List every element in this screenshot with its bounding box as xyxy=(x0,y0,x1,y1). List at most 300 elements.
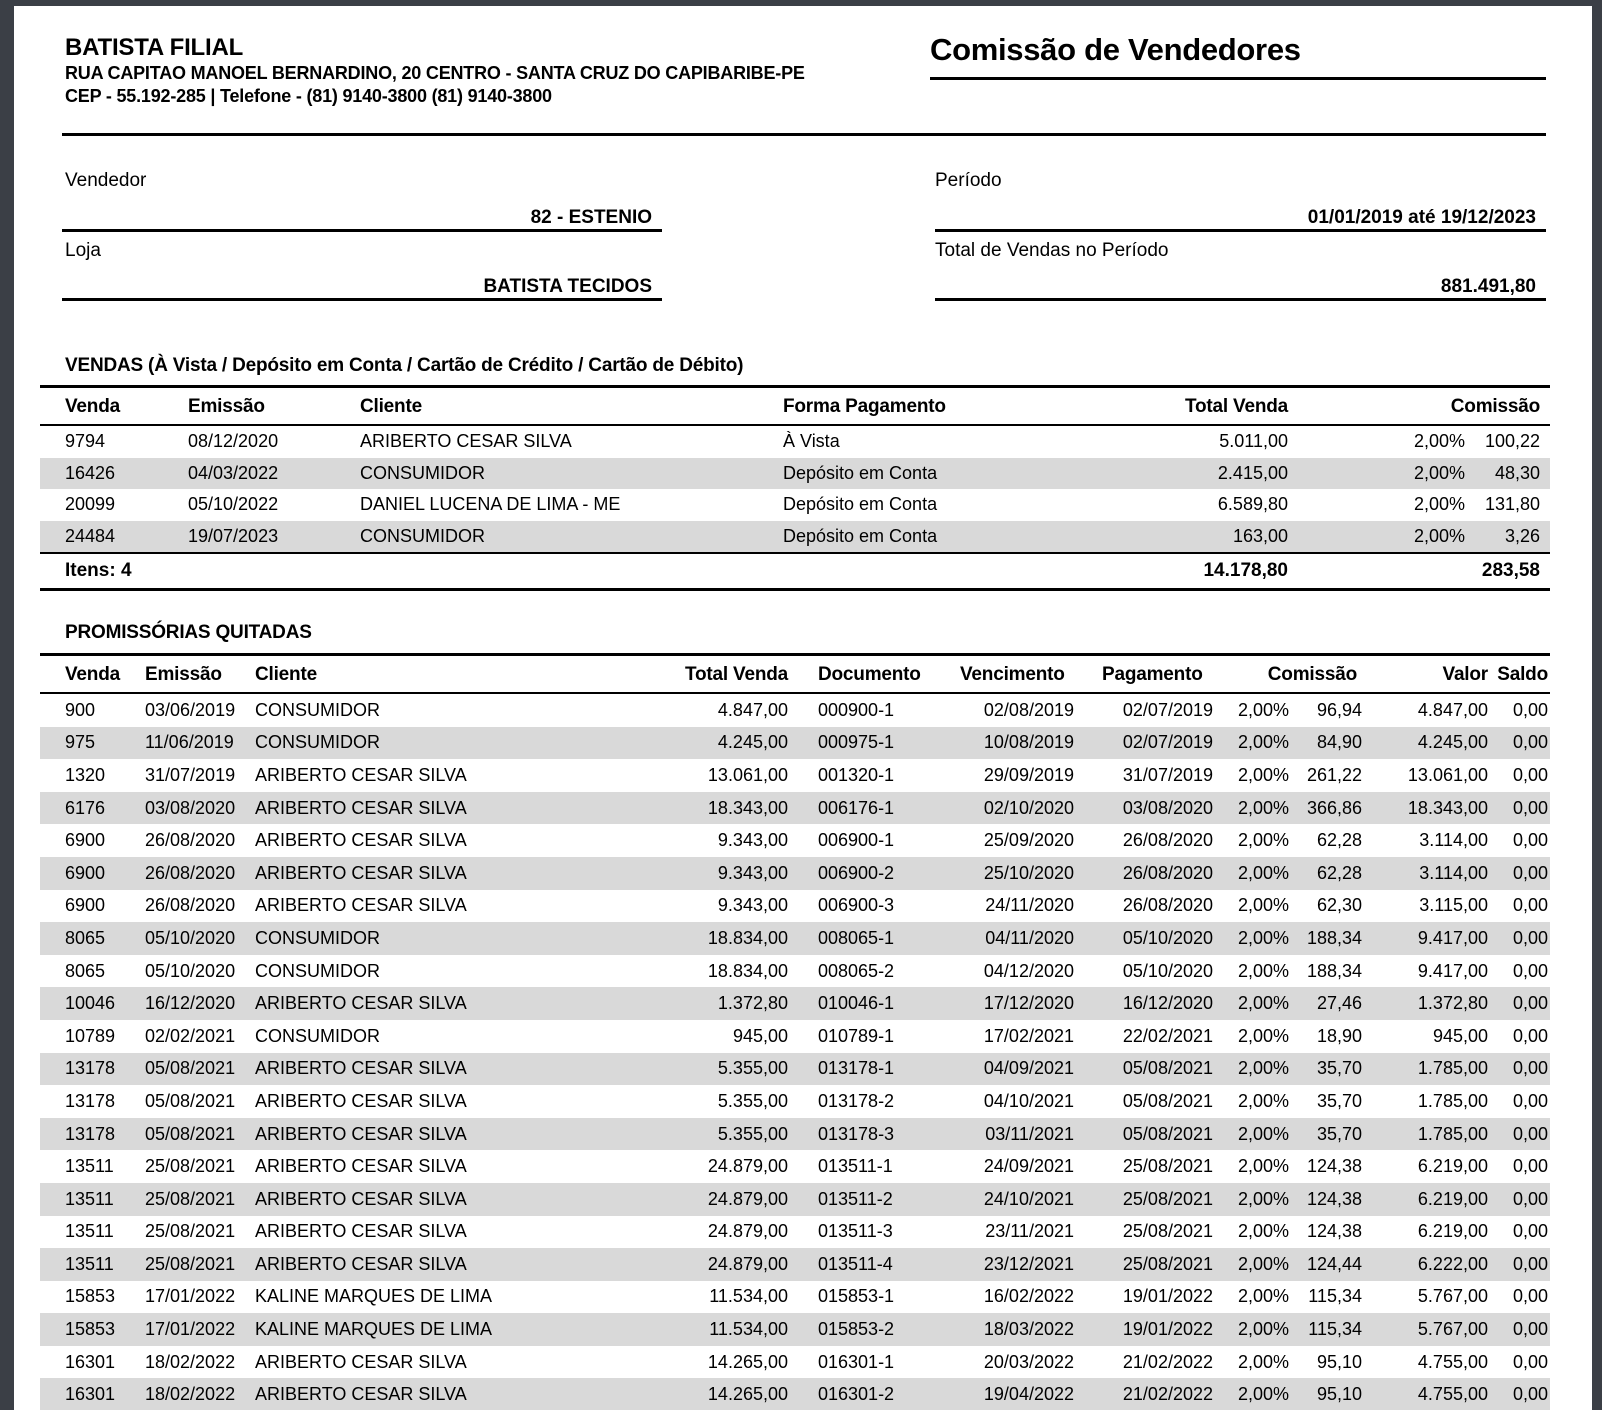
table-cell: 11.534,00 xyxy=(709,1319,788,1340)
table-cell: 2,00% xyxy=(1237,830,1289,851)
table-cell: 13178 xyxy=(65,1058,116,1079)
table-cell: 900 xyxy=(65,699,96,720)
table-cell: 21/02/2022 xyxy=(1122,1351,1213,1372)
table-row xyxy=(40,425,1550,458)
table-cell: 124,38 xyxy=(1306,1156,1362,1177)
table-cell: 0,00 xyxy=(1512,1025,1548,1046)
table-cell: KALINE MARQUES DE LIMA xyxy=(255,1286,493,1307)
table-cell: 2,00% xyxy=(1237,1025,1289,1046)
table-cell: 25/08/2021 xyxy=(145,1253,236,1274)
table-cell: CONSUMIDOR xyxy=(255,927,380,948)
table-cell: 25/08/2021 xyxy=(1122,1221,1213,1242)
col-header-total-venda: Total Venda xyxy=(645,655,790,694)
table-cell: 25/08/2021 xyxy=(1122,1253,1213,1274)
table-cell: 15853 xyxy=(65,1286,116,1307)
table-cell: 1.372,80 xyxy=(1417,993,1488,1014)
table-cell: ARIBERTO CESAR SILVA xyxy=(255,830,467,851)
table-cell: 16426 xyxy=(65,462,116,483)
table-cell: 24.879,00 xyxy=(707,1156,788,1177)
col-header-saldo: Saldo xyxy=(1490,655,1550,694)
col-header-emissao: Emissão xyxy=(180,387,345,426)
table-cell: 0,00 xyxy=(1512,1123,1548,1144)
table-cell: 96,94 xyxy=(1316,699,1362,720)
table-cell: 2,00% xyxy=(1237,764,1289,785)
table-cell: 05/08/2021 xyxy=(1122,1123,1213,1144)
table-cell: 0,00 xyxy=(1512,732,1548,753)
table-cell: 1.372,80 xyxy=(717,993,788,1014)
vendas-total-venda-sum: 14.178,80 xyxy=(1080,553,1290,590)
table-cell: 25/08/2021 xyxy=(145,1188,236,1209)
table-cell: 5.355,00 xyxy=(717,1123,788,1144)
table-cell: ARIBERTO CESAR SILVA xyxy=(255,1058,467,1079)
table-row xyxy=(40,1183,1550,1216)
table-cell: 6.589,80 xyxy=(1217,494,1288,515)
table-cell: 013178-1 xyxy=(818,1058,895,1079)
table-cell: 124,38 xyxy=(1306,1188,1362,1209)
table-row xyxy=(40,792,1550,825)
table-cell: 2,00% xyxy=(1237,1188,1289,1209)
table-row xyxy=(40,955,1550,988)
table-cell: 6.219,00 xyxy=(1417,1221,1488,1242)
table-row xyxy=(40,824,1550,857)
table-cell: 05/10/2020 xyxy=(1122,960,1213,981)
table-cell: 08/12/2020 xyxy=(188,431,279,452)
table-cell: 188,34 xyxy=(1306,960,1362,981)
header-divider xyxy=(62,133,1546,136)
company-header xyxy=(65,34,805,108)
table-cell: 6.219,00 xyxy=(1417,1188,1488,1209)
table-cell: 2,00% xyxy=(1237,927,1289,948)
vendas-section-title: VENDAS (À Vista / Depósito em Conta / Cartão de Crédito / Cartão de Débito) xyxy=(65,355,744,376)
table-cell: 35,70 xyxy=(1316,1123,1362,1144)
table-cell: 10/08/2019 xyxy=(983,732,1074,753)
table-row xyxy=(40,1378,1550,1410)
table-cell: 5.355,00 xyxy=(717,1090,788,1111)
table-cell: 35,70 xyxy=(1316,1090,1362,1111)
table-cell: 2,00% xyxy=(1237,1253,1289,1274)
table-cell: 0,00 xyxy=(1512,960,1548,981)
table-cell: 02/07/2019 xyxy=(1122,699,1213,720)
table-cell: 0,00 xyxy=(1512,699,1548,720)
table-cell: 0,00 xyxy=(1512,927,1548,948)
table-cell: 16/02/2022 xyxy=(983,1286,1074,1307)
table-cell: 0,00 xyxy=(1512,1384,1548,1405)
col-header-comissao: Comissão xyxy=(1215,655,1365,694)
table-cell: 19/04/2022 xyxy=(983,1384,1074,1405)
table-cell: 261,22 xyxy=(1306,764,1362,785)
table-cell: 48,30 xyxy=(1494,462,1540,483)
table-cell: 04/03/2022 xyxy=(188,462,279,483)
table-cell: 25/08/2021 xyxy=(1122,1188,1213,1209)
table-cell: 04/12/2020 xyxy=(983,960,1074,981)
table-cell: 18/03/2022 xyxy=(983,1319,1074,1340)
table-cell: Depósito em Conta xyxy=(783,494,938,515)
table-cell: 13511 xyxy=(65,1188,114,1209)
col-header-vencimento: Vencimento xyxy=(960,655,1078,694)
table-cell: 115,34 xyxy=(1308,1286,1362,1307)
table-row xyxy=(40,1216,1550,1249)
table-cell: ARIBERTO CESAR SILVA xyxy=(255,1156,467,1177)
table-cell: 188,34 xyxy=(1306,927,1362,948)
table-cell: 6900 xyxy=(65,862,106,883)
table-cell: 10046 xyxy=(65,993,116,1014)
table-cell: 0,00 xyxy=(1512,1058,1548,1079)
table-row xyxy=(40,727,1550,760)
table-cell: 6.222,00 xyxy=(1417,1253,1488,1274)
table-cell: 26/08/2020 xyxy=(145,830,236,851)
table-cell: 22/02/2021 xyxy=(1122,1025,1213,1046)
table-cell: ARIBERTO CESAR SILVA xyxy=(360,431,572,452)
table-cell: 05/10/2020 xyxy=(1122,927,1213,948)
table-row xyxy=(40,1085,1550,1118)
table-cell: 18.834,00 xyxy=(707,960,788,981)
table-cell: 13178 xyxy=(65,1123,116,1144)
table-cell: 16/12/2020 xyxy=(1122,993,1213,1014)
table-cell: 18/02/2022 xyxy=(145,1351,236,1372)
table-row xyxy=(40,1281,1550,1314)
table-cell: 0,00 xyxy=(1512,1286,1548,1307)
table-cell: 2,00% xyxy=(1237,1221,1289,1242)
page-title: Comissão de Vendedores xyxy=(930,32,1546,80)
table-cell: 26/08/2020 xyxy=(145,862,236,883)
table-cell: 02/10/2020 xyxy=(983,797,1074,818)
table-row xyxy=(40,857,1550,890)
table-cell: ARIBERTO CESAR SILVA xyxy=(255,1351,467,1372)
table-cell: 19/01/2022 xyxy=(1122,1286,1213,1307)
table-cell: 2,00% xyxy=(1237,1090,1289,1111)
table-cell: 131,80 xyxy=(1484,494,1540,515)
table-cell: 2.415,00 xyxy=(1217,462,1288,483)
table-cell: 1.785,00 xyxy=(1417,1090,1488,1111)
table-cell: 05/08/2021 xyxy=(145,1090,236,1111)
table-cell: 4.245,00 xyxy=(1417,732,1488,753)
table-cell: 24/09/2021 xyxy=(983,1156,1074,1177)
table-cell: 04/10/2021 xyxy=(983,1090,1074,1111)
table-cell: 001320-1 xyxy=(818,764,895,785)
table-cell: 84,90 xyxy=(1316,732,1362,753)
table-cell: ARIBERTO CESAR SILVA xyxy=(255,1384,467,1405)
table-row xyxy=(40,759,1550,792)
table-cell: 2,00% xyxy=(1413,525,1465,546)
table-cell: 013511-4 xyxy=(818,1253,893,1274)
table-cell: 945,00 xyxy=(732,1025,788,1046)
table-cell: 05/08/2021 xyxy=(145,1123,236,1144)
table-cell: 9.417,00 xyxy=(1417,960,1488,981)
table-cell: 62,28 xyxy=(1316,862,1362,883)
total-vendas-label: Total de Vendas no Período xyxy=(935,240,1169,261)
table-cell: ARIBERTO CESAR SILVA xyxy=(255,764,467,785)
table-cell: 17/01/2022 xyxy=(145,1286,236,1307)
table-row xyxy=(40,922,1550,955)
table-cell: 9.343,00 xyxy=(717,830,788,851)
col-header-venda: Venda xyxy=(40,387,180,426)
table-cell: 0,00 xyxy=(1512,1351,1548,1372)
table-cell: 18,90 xyxy=(1316,1025,1362,1046)
table-cell: 9.417,00 xyxy=(1417,927,1488,948)
table-cell: 26/08/2020 xyxy=(1122,862,1213,883)
table-cell: 18.343,00 xyxy=(707,797,788,818)
table-cell: 8065 xyxy=(65,960,106,981)
table-row xyxy=(40,1150,1550,1183)
loja-value: BATISTA TECIDOS xyxy=(62,262,662,301)
promissorias-table xyxy=(40,653,1550,1410)
table-cell: 0,00 xyxy=(1512,1090,1548,1111)
table-row xyxy=(40,1020,1550,1053)
table-cell: 25/08/2021 xyxy=(145,1221,236,1242)
table-cell: 23/11/2021 xyxy=(985,1221,1074,1242)
table-cell: 18/02/2022 xyxy=(145,1384,236,1405)
table-cell: 2,00% xyxy=(1237,960,1289,981)
loja-label: Loja xyxy=(65,240,101,261)
table-cell: 013511-1 xyxy=(818,1156,893,1177)
table-row xyxy=(40,1053,1550,1086)
table-cell: 05/08/2021 xyxy=(1122,1058,1213,1079)
table-cell: 14.265,00 xyxy=(707,1351,788,1372)
table-cell: 2,00% xyxy=(1237,1123,1289,1144)
table-cell: ARIBERTO CESAR SILVA xyxy=(255,1188,467,1209)
table-cell: 6900 xyxy=(65,895,106,916)
table-cell: CONSUMIDOR xyxy=(255,699,380,720)
table-cell: 35,70 xyxy=(1316,1058,1362,1079)
table-cell: 2,00% xyxy=(1237,1286,1289,1307)
company-name: BATISTA FILIAL xyxy=(65,34,244,61)
table-cell: 5.767,00 xyxy=(1417,1319,1488,1340)
table-cell: CONSUMIDOR xyxy=(255,960,380,981)
vendas-comissao-sum: 283,58 xyxy=(1470,553,1550,590)
table-cell: 13.061,00 xyxy=(1407,764,1488,785)
table-cell: 000975-1 xyxy=(818,732,895,753)
table-cell: 13178 xyxy=(65,1090,116,1111)
table-cell: 20/03/2022 xyxy=(983,1351,1074,1372)
table-row xyxy=(40,1346,1550,1379)
vendedor-value: 82 - ESTENIO xyxy=(62,192,662,232)
col-header-emissao: Emissão xyxy=(140,655,250,694)
table-cell: 2,00% xyxy=(1237,895,1289,916)
table-cell: 006900-3 xyxy=(818,895,895,916)
table-cell: 11/06/2019 xyxy=(145,732,234,753)
table-cell: 02/08/2019 xyxy=(983,699,1074,720)
table-cell: 2,00% xyxy=(1237,1384,1289,1405)
table-cell: 0,00 xyxy=(1512,862,1548,883)
table-cell: 2,00% xyxy=(1413,494,1465,515)
table-cell: 13.061,00 xyxy=(707,764,788,785)
table-cell: 006900-2 xyxy=(818,862,895,883)
table-cell: 2,00% xyxy=(1413,462,1465,483)
table-cell: 124,44 xyxy=(1306,1253,1362,1274)
table-cell: 02/07/2019 xyxy=(1122,732,1213,753)
table-cell: 26/08/2020 xyxy=(1122,830,1213,851)
table-cell: 1.785,00 xyxy=(1417,1123,1488,1144)
table-cell: 2,00% xyxy=(1237,1351,1289,1372)
table-cell: 26/08/2020 xyxy=(145,895,236,916)
table-row xyxy=(40,1248,1550,1281)
table-cell: 163,00 xyxy=(1232,525,1288,546)
table-cell: 04/11/2020 xyxy=(985,927,1074,948)
total-vendas-value: 881.491,80 xyxy=(935,262,1546,301)
table-cell: 27,46 xyxy=(1316,993,1362,1014)
promissorias-table-body xyxy=(40,693,1550,1410)
table-cell: 4.755,00 xyxy=(1417,1384,1488,1405)
vendas-table-body xyxy=(40,425,1550,553)
table-cell: 25/09/2020 xyxy=(983,830,1074,851)
table-cell: 3,26 xyxy=(1504,525,1540,546)
table-cell: 016301-1 xyxy=(818,1351,895,1372)
periodo-value: 01/01/2019 até 19/12/2023 xyxy=(935,192,1546,232)
table-cell: 5.355,00 xyxy=(717,1058,788,1079)
table-cell: 008065-2 xyxy=(818,960,895,981)
vendas-table-header xyxy=(40,387,1550,426)
table-cell: 17/01/2022 xyxy=(145,1319,236,1340)
table-cell: 24/11/2020 xyxy=(985,895,1074,916)
table-cell: 10789 xyxy=(65,1025,116,1046)
table-cell: 016301-2 xyxy=(818,1384,895,1405)
table-cell: 2,00% xyxy=(1237,699,1289,720)
table-cell: 05/10/2022 xyxy=(188,494,279,515)
col-header-documento: Documento xyxy=(790,655,960,694)
table-cell: 25/08/2021 xyxy=(145,1156,236,1177)
report-page xyxy=(14,6,1592,1410)
table-row xyxy=(40,1313,1550,1346)
table-cell: 008065-1 xyxy=(818,927,895,948)
table-cell: 31/07/2019 xyxy=(145,764,236,785)
table-cell: 19/07/2023 xyxy=(188,525,279,546)
table-cell: 6900 xyxy=(65,830,106,851)
table-cell: ARIBERTO CESAR SILVA xyxy=(255,1221,467,1242)
table-cell: 4.245,00 xyxy=(717,732,788,753)
table-cell: 945,00 xyxy=(1432,1025,1488,1046)
table-row xyxy=(40,489,1550,521)
table-cell: 05/10/2020 xyxy=(145,927,236,948)
table-cell: 6176 xyxy=(65,797,106,818)
table-cell: 2,00% xyxy=(1237,1156,1289,1177)
table-cell: 9.343,00 xyxy=(717,862,788,883)
table-cell: Depósito em Conta xyxy=(783,525,938,546)
col-header-venda: Venda xyxy=(40,655,140,694)
table-cell: 3.114,00 xyxy=(1419,830,1488,851)
table-cell: 2,00% xyxy=(1237,862,1289,883)
table-cell: 115,34 xyxy=(1308,1319,1362,1340)
col-header-pagamento: Pagamento xyxy=(1078,655,1215,694)
table-row xyxy=(40,890,1550,923)
table-cell: CONSUMIDOR xyxy=(360,525,485,546)
table-cell: 16301 xyxy=(65,1384,116,1405)
table-cell: 62,30 xyxy=(1316,895,1362,916)
table-cell: 0,00 xyxy=(1512,1188,1548,1209)
table-cell: 3.114,00 xyxy=(1419,862,1488,883)
table-cell: 006176-1 xyxy=(818,797,895,818)
table-cell: ARIBERTO CESAR SILVA xyxy=(255,993,467,1014)
table-cell: 17/02/2021 xyxy=(983,1025,1074,1046)
table-cell: 010046-1 xyxy=(818,993,895,1014)
table-cell: 20099 xyxy=(65,494,116,515)
table-cell: 1.785,00 xyxy=(1417,1058,1488,1079)
table-cell: 2,00% xyxy=(1237,732,1289,753)
table-cell: 24.879,00 xyxy=(707,1188,788,1209)
table-cell: DANIEL LUCENA DE LIMA - ME xyxy=(360,494,621,515)
vendas-table xyxy=(40,385,1550,591)
table-cell: 4.847,00 xyxy=(1417,699,1488,720)
table-row xyxy=(40,693,1550,727)
table-cell: 9.343,00 xyxy=(717,895,788,916)
table-cell: 03/08/2020 xyxy=(1122,797,1213,818)
table-cell: 05/08/2021 xyxy=(145,1058,236,1079)
col-header-forma-pagamento: Forma Pagamento xyxy=(780,387,1080,426)
table-cell: 24.879,00 xyxy=(707,1221,788,1242)
table-cell: 9794 xyxy=(65,431,106,452)
table-cell: 010789-1 xyxy=(818,1025,895,1046)
vendas-itens-count: Itens: 4 xyxy=(40,553,1080,590)
table-cell: 8065 xyxy=(65,927,106,948)
table-cell: ARIBERTO CESAR SILVA xyxy=(255,797,467,818)
table-cell: 13511 xyxy=(65,1156,114,1177)
table-cell: 31/07/2019 xyxy=(1122,764,1213,785)
table-cell: 19/01/2022 xyxy=(1122,1319,1213,1340)
table-cell: 26/08/2020 xyxy=(1122,895,1213,916)
table-cell: 366,86 xyxy=(1306,797,1362,818)
table-cell: 013178-3 xyxy=(818,1123,895,1144)
company-address: RUA CAPITAO MANOEL BERNARDINO, 20 CENTRO - SANTA CRUZ DO CAPIBARIBE-PE xyxy=(65,62,805,83)
table-cell: CONSUMIDOR xyxy=(360,462,485,483)
table-cell: 0,00 xyxy=(1512,1253,1548,1274)
table-cell: 0,00 xyxy=(1512,1156,1548,1177)
company-cep-phone: CEP - 55.192-285 | Telefone - (81) 9140-3800 (81) 9140-3800 xyxy=(65,85,552,106)
table-cell: 24484 xyxy=(65,525,116,546)
table-cell: 4.847,00 xyxy=(717,699,788,720)
table-cell: 15853 xyxy=(65,1319,116,1340)
table-cell: 25/08/2021 xyxy=(1122,1156,1213,1177)
table-cell: 18.834,00 xyxy=(707,927,788,948)
table-cell: 18.343,00 xyxy=(1407,797,1488,818)
table-cell: 015853-2 xyxy=(818,1319,895,1340)
table-cell: 03/06/2019 xyxy=(145,699,236,720)
periodo-label: Período xyxy=(935,170,1002,191)
table-cell: 0,00 xyxy=(1512,895,1548,916)
table-cell: 015853-1 xyxy=(818,1286,895,1307)
table-cell: 2,00% xyxy=(1237,1058,1289,1079)
table-cell: 04/09/2021 xyxy=(983,1058,1074,1079)
col-header-comissao: Comissão xyxy=(1290,387,1550,426)
table-cell: CONSUMIDOR xyxy=(255,732,380,753)
table-cell: 16/12/2020 xyxy=(145,993,236,1014)
table-cell: ARIBERTO CESAR SILVA xyxy=(255,1123,467,1144)
table-cell: 13511 xyxy=(65,1253,114,1274)
table-row xyxy=(40,521,1550,554)
table-cell: 3.115,00 xyxy=(1419,895,1488,916)
table-cell: Depósito em Conta xyxy=(783,462,938,483)
table-cell: 23/12/2021 xyxy=(983,1253,1074,1274)
table-cell: 05/10/2020 xyxy=(145,960,236,981)
table-cell: 95,10 xyxy=(1316,1384,1362,1405)
table-cell: 2,00% xyxy=(1237,993,1289,1014)
table-cell: 0,00 xyxy=(1512,993,1548,1014)
col-header-valor: Valor xyxy=(1365,655,1490,694)
col-header-cliente: Cliente xyxy=(345,387,780,426)
table-cell: KALINE MARQUES DE LIMA xyxy=(255,1319,493,1340)
table-cell: 13511 xyxy=(65,1221,114,1242)
col-header-total-venda: Total Venda xyxy=(1080,387,1290,426)
table-cell: ARIBERTO CESAR SILVA xyxy=(255,1090,467,1111)
promissorias-section-title: PROMISSÓRIAS QUITADAS xyxy=(65,622,312,643)
table-cell: 11.534,00 xyxy=(709,1286,788,1307)
table-cell: 17/12/2020 xyxy=(983,993,1074,1014)
table-cell: 124,38 xyxy=(1306,1221,1362,1242)
table-cell: 03/08/2020 xyxy=(145,797,236,818)
table-cell: 24.879,00 xyxy=(707,1253,788,1274)
table-cell: 4.755,00 xyxy=(1417,1351,1488,1372)
table-cell: 1320 xyxy=(65,764,106,785)
table-cell: 29/09/2019 xyxy=(983,764,1074,785)
table-cell: 0,00 xyxy=(1512,1221,1548,1242)
